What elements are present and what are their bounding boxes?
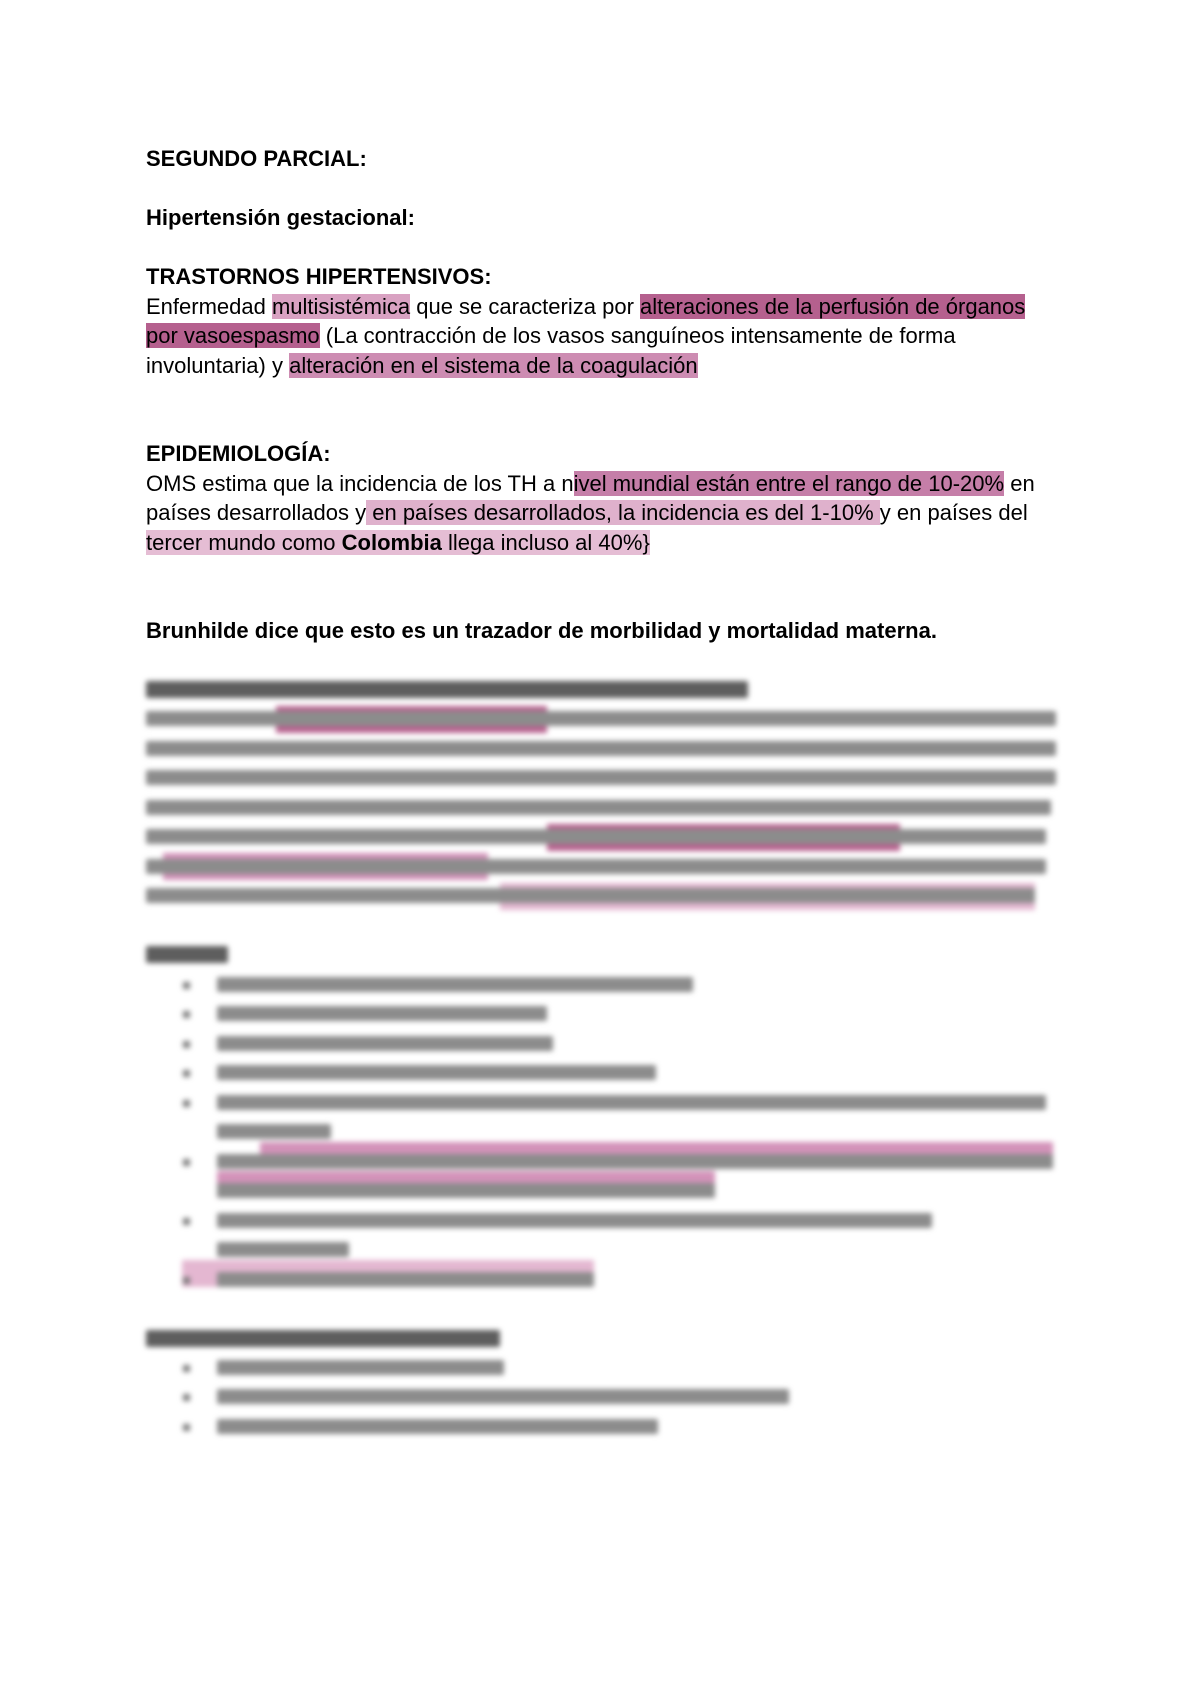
blurred-line (217, 1006, 547, 1021)
text-run: OMS estima que la incidencia de los TH a n (146, 470, 574, 496)
blurred-line (217, 1154, 1053, 1169)
blurred-line (217, 1183, 715, 1198)
blurred-heading (146, 681, 748, 698)
text-run: llega incluso al 40%} (441, 529, 650, 555)
blurred-heading (146, 946, 228, 963)
text-run: Enfermedad (146, 293, 272, 319)
bullet-icon (183, 1394, 190, 1401)
blurred-line (146, 711, 1056, 726)
brunhilde-note: Brunhilde dice que esto es un trazador de morbilidad y mortalidad materna. (146, 618, 937, 643)
bullet-icon (183, 1100, 190, 1107)
blurred-line (146, 859, 1046, 874)
blurred-line (217, 977, 693, 992)
bullet-icon (183, 1218, 190, 1225)
blurred-line (217, 1242, 349, 1257)
text-run: en países desarrollados y (146, 470, 1035, 525)
highlight-coagulacion: alteración en el sistema de la coagulación (289, 352, 698, 378)
text-run: que se caracteriza por (410, 293, 641, 319)
blurred-line (146, 741, 1056, 756)
highlight-nivel-mundial: ivel mundial están entre el rango de 10-20% (573, 470, 1005, 496)
bullet-icon (183, 1424, 190, 1431)
blurred-line (217, 1065, 656, 1080)
blurred-line (217, 1389, 789, 1404)
blurred-line (217, 1036, 553, 1051)
blurred-line (217, 1419, 658, 1434)
blurred-line (146, 770, 1056, 785)
blurred-line (217, 1360, 504, 1375)
bullet-icon (183, 1070, 190, 1077)
epidemiologia-heading: EPIDEMIOLOGÍA: (146, 441, 331, 466)
blurred-line (217, 1095, 1046, 1110)
blurred-line (217, 1124, 331, 1139)
document-title: SEGUNDO PARCIAL: (146, 146, 367, 171)
blurred-line (146, 800, 1051, 815)
blurred-line (146, 888, 1035, 903)
colombia-bold: Colombia (341, 529, 442, 555)
bullet-icon (183, 1365, 190, 1372)
highlight-paises-desarrollados: en países desarrollados, la incidencia es del 1-10% (366, 500, 880, 525)
highlight-perfusion: alteraciones de la perfusión de órganos por vasoespasmo (146, 293, 1026, 348)
blurred-line (146, 829, 1046, 844)
bullet-icon (183, 982, 190, 989)
blurred-line (217, 1213, 932, 1228)
text-run: (La contracción de los vasos sanguíneos intensamente de forma involuntaria) y (146, 323, 956, 378)
text-run: y en países del (879, 500, 1028, 525)
blurred-heading (146, 1330, 500, 1347)
bullet-icon (183, 1041, 190, 1048)
blurred-line (217, 1272, 594, 1287)
bullet-icon (183, 1159, 190, 1166)
trastornos-heading: TRASTORNOS HIPERTENSIVOS: (146, 264, 492, 289)
bullet-icon (183, 1011, 190, 1018)
highlight-multisistemica: multisistémica (271, 293, 411, 319)
document-subtitle: Hipertensión gestacional: (146, 205, 415, 230)
text-run: tercer mundo como (146, 529, 342, 555)
bullet-icon (183, 1277, 190, 1284)
